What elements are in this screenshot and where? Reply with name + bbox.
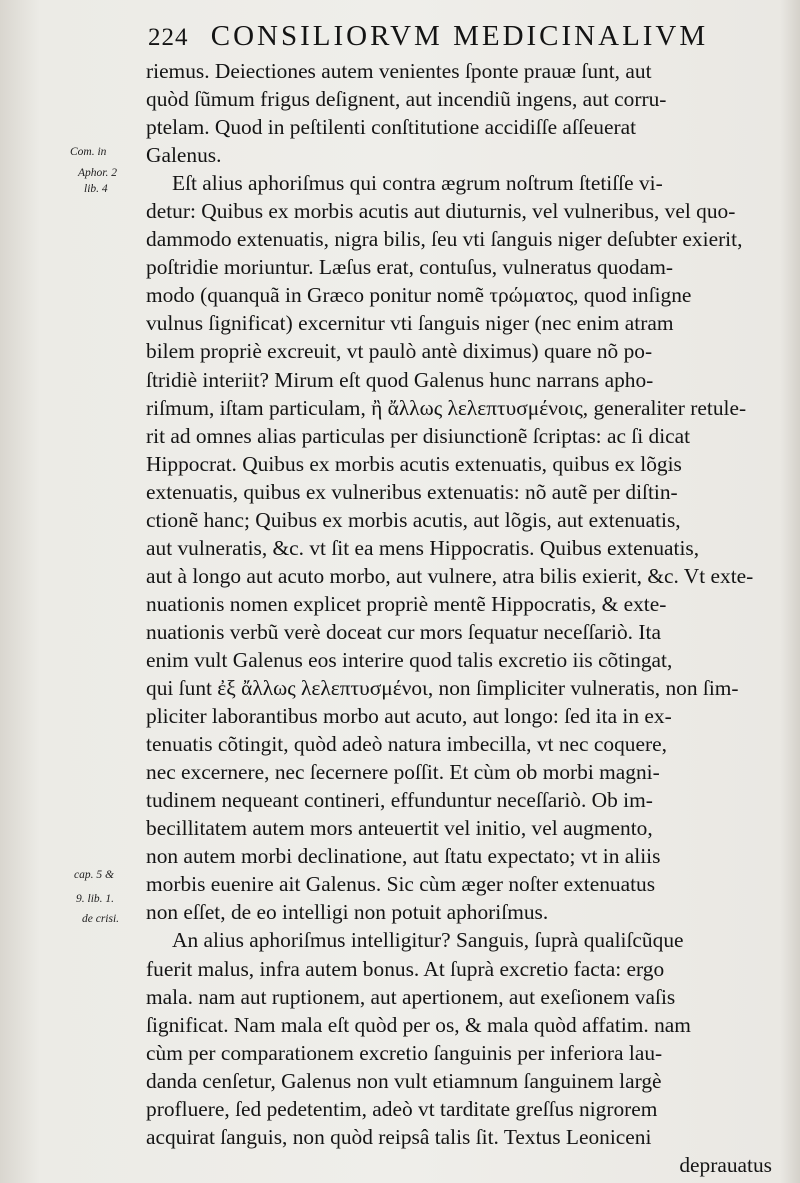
page-header	[148, 20, 708, 53]
text-line: ptelam. Quod in peſtilenti conſtitutione accidiſſe aſſeuerat	[146, 115, 637, 140]
text-line: Hippocrat. Quibus ex morbis acutis extenuatis, quibus ex lõgis	[146, 451, 682, 476]
text-line: ctionẽ hanc; Quibus ex morbis acutis, aut lõgis, aut extenuatis,	[146, 507, 681, 532]
text-line: quòd ſũmum frigus deſignent, aut incendiũ ingens, aut corru-	[146, 87, 667, 112]
text-line: poſtridie moriuntur. Læſus erat, contuſus, vulneratus quodam-	[146, 255, 673, 280]
text-line: aut à longo aut acuto morbo, aut vulnere, atra bilis exierit, &c. Vt exte-	[146, 563, 754, 588]
text-line: danda cenſetur, Galenus non vult etiamnum ſanguinem largè	[146, 1068, 662, 1093]
margin-note: lib. 4	[84, 183, 108, 195]
text-line: qui ſunt ἐξ ἄλλως λελεπτυσμένοι, non ſimpliciter vulneratis, non ſim-	[146, 676, 739, 701]
text-line: riemus. Deiectiones autem venientes ſponte prauæ ſunt, aut	[146, 59, 652, 83]
text-line: riſmum, iſtam particulam, ἢ ἄλλως λελεπτυσμένοις, generaliter retule-	[146, 395, 747, 420]
text-line: nec excernere, nec ſecernere poſſit. Et cùm ob morbi magni-	[146, 760, 660, 785]
text-line: tudinem nequeant contineri, effunduntur neceſſariò. Ob im-	[146, 788, 653, 813]
text-line: Galenus.	[146, 143, 222, 168]
text-line: enim vult Galenus eos interire quod talis excretio iis cõtingat,	[146, 647, 673, 672]
text-line: morbis euenire ait Galenus. Sic cùm æger noſter extenuatus	[146, 872, 656, 897]
text-line: rit ad omnes alias particulas per disiunctionẽ ſcriptas: ac ſi dicat	[146, 423, 691, 448]
text-line: mala. nam aut ruptionem, aut apertionem, aut exeſionem vaſis	[146, 984, 676, 1009]
text-line: non eſſet, de eo intelligi non potuit aphoriſmus.	[146, 900, 549, 925]
catchword: deprauatus	[679, 1152, 772, 1177]
body-text	[146, 57, 772, 1179]
text-line: aut vulneratis, &c. vt ſit ea mens Hippocratis. Quibus extenuatis,	[146, 535, 700, 560]
text-line: tenuatis cõtingit, quòd adeò natura imbecilla, vt nec coquere,	[146, 732, 667, 757]
margin-note: Aphor. 2	[78, 167, 117, 179]
page-number: 224	[148, 24, 189, 51]
margin-note: cap. 5 &	[74, 869, 114, 881]
text-line: dammodo extenuatis, nigra bilis, ſeu vti ſanguis niger deſubter exierit,	[146, 227, 743, 252]
text-line: detur: Quibus ex morbis acutis aut diuturnis, vel vulneribus, vel quo-	[146, 199, 736, 224]
text-line: non autem morbi declinatione, aut ſtatu expectato; vt in aliis	[146, 844, 661, 869]
text-line: ſtridiè interiit? Mirum eſt quod Galenus hunc narrans apho-	[146, 367, 654, 392]
text-line: nuationis verbũ verè doceat cur mors ſequatur neceſſariò. Ita	[146, 619, 661, 644]
margin-note: 9. lib. 1.	[76, 893, 115, 905]
text-line: bilem propriè excreuit, vt paulò antè diximus) quare nõ po-	[146, 339, 653, 364]
text-line: ſignificat. Nam mala eſt quòd per os, & mala quòd affatim. nam	[146, 1012, 691, 1037]
text-line: fuerit malus, infra autem bonus. At ſuprà excretio facta: ergo	[146, 956, 665, 981]
text-line: modo (quanquã in Græco ponitur nomẽ τρώματος, quod inſigne	[146, 283, 692, 308]
margin-note: Com. in	[70, 146, 107, 158]
text-line: nuationis nomen explicet propriè mentẽ Hippocratis, & exte-	[146, 591, 667, 616]
text-line: cùm per comparationem excretio ſanguinis per inferiora lau-	[146, 1040, 663, 1065]
text-line: becillitatem autem mors anteuertit vel initio, vel augmento,	[146, 816, 653, 841]
running-title: CONSILIORVM MEDICINALIVM	[210, 20, 709, 52]
text-line: profluere, ſed pedetentim, adeò vt tarditate greſſus nigrorem	[146, 1096, 658, 1121]
text-line: pliciter laborantibus morbo aut acuto, aut longo: ſed ita in ex-	[146, 704, 672, 729]
margin-note: de crisi.	[82, 913, 120, 925]
text-line: acquirat ſanguis, non quòd reipsâ talis ſit. Textus Leoniceni	[146, 1124, 652, 1149]
text-line: An alius aphoriſmus intelligitur? Sanguis, ſuprà qualiſcũque	[172, 928, 684, 953]
text-line: extenuatis, quibus ex vulneribus extenuatis: nõ autẽ per diſtin-	[146, 479, 678, 504]
text-line: Eſt alius aphoriſmus qui contra ægrum noſtrum ſtetiſſe vi-	[172, 171, 663, 196]
text-line: vulnus ſignificat) excernitur vti ſanguis niger (nec enim atram	[146, 311, 674, 336]
